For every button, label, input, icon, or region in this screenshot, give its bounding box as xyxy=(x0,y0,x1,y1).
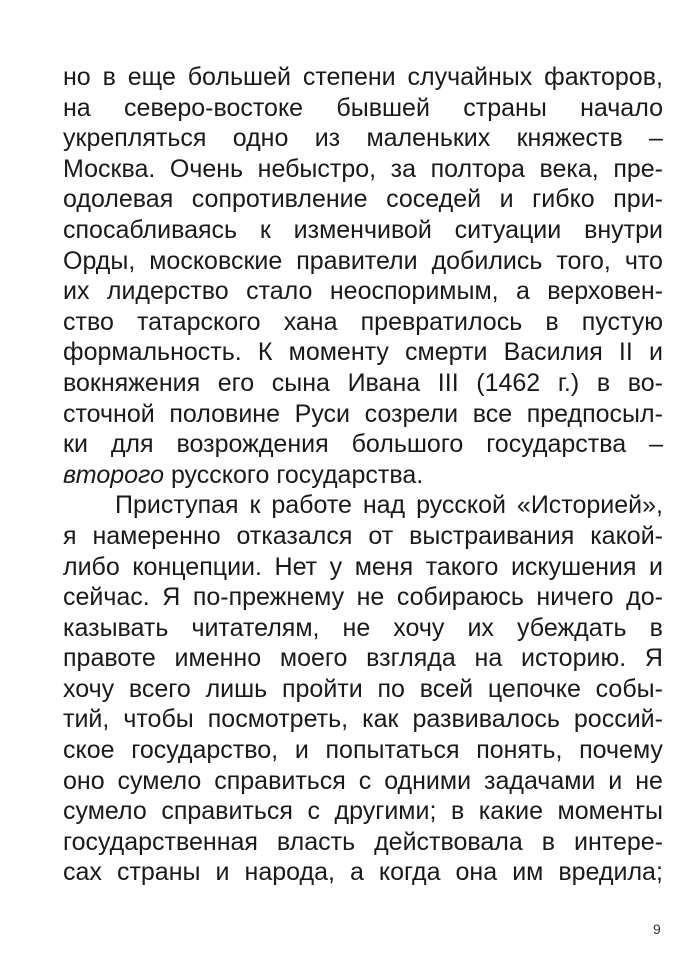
word: намеренно xyxy=(92,521,221,550)
word: укрепляться xyxy=(63,124,207,153)
word: государственная xyxy=(63,827,258,856)
word: того, xyxy=(556,246,611,275)
word: моменты xyxy=(557,797,663,826)
word: им xyxy=(512,858,544,887)
word: страны xyxy=(463,93,547,122)
word: московские xyxy=(149,246,283,275)
word: смерти xyxy=(405,338,488,367)
word: в xyxy=(541,827,556,856)
word: Ивана xyxy=(347,368,421,397)
word: справиться xyxy=(214,766,346,795)
word: хочу xyxy=(393,613,445,642)
word: почему xyxy=(579,736,663,765)
word: сына xyxy=(271,368,330,397)
word: хочу xyxy=(63,674,115,703)
word: еще xyxy=(127,63,176,91)
word: формальность. xyxy=(63,338,242,367)
word: факторов, xyxy=(544,63,663,91)
word: полтора xyxy=(430,154,525,183)
word: их xyxy=(467,613,494,642)
word: на xyxy=(63,93,91,122)
word: посмотреть, xyxy=(207,705,349,734)
word: стало xyxy=(246,277,313,306)
word: что xyxy=(624,246,663,275)
word: Руси xyxy=(294,399,350,428)
word: у xyxy=(329,552,343,581)
word: и xyxy=(499,185,514,214)
word: (1462 xyxy=(476,368,541,397)
word: соседей xyxy=(386,185,482,214)
word: сопротивление xyxy=(191,185,368,214)
word: и xyxy=(608,766,623,795)
word: в xyxy=(450,797,465,826)
word: Орды, xyxy=(63,246,136,275)
word: неоспоримым, xyxy=(329,277,499,306)
word: сточной xyxy=(63,399,155,428)
word: по-прежнему xyxy=(192,583,345,612)
word: моменту xyxy=(288,338,389,367)
word: II xyxy=(618,338,633,367)
word: спосабливаясь xyxy=(63,215,238,244)
word: тий, xyxy=(63,705,110,734)
word: ки xyxy=(63,430,88,459)
word: одолевая xyxy=(63,185,174,214)
word: предпосыл- xyxy=(526,399,663,428)
text-line xyxy=(63,246,663,277)
word: действовала xyxy=(374,827,523,856)
word: возрождения xyxy=(176,430,329,459)
word: выстраивания xyxy=(409,521,575,550)
word: интере- xyxy=(574,827,663,856)
word: цепочке xyxy=(487,674,581,703)
word: в xyxy=(649,613,663,642)
word: понять, xyxy=(476,736,563,765)
word: русского xyxy=(170,460,270,489)
text-line xyxy=(63,613,663,644)
word: «Историей», xyxy=(516,491,663,520)
word: и xyxy=(215,858,230,887)
word: власть xyxy=(276,827,356,856)
word: она xyxy=(455,858,498,887)
word: в xyxy=(545,307,559,336)
word: созрели xyxy=(364,399,459,428)
word: сейчас. xyxy=(63,583,150,612)
word: из xyxy=(314,124,341,153)
word: оно xyxy=(63,766,105,795)
word: бывшей xyxy=(336,93,430,122)
word: пре- xyxy=(613,154,663,183)
word: народа, xyxy=(244,858,335,887)
word: я xyxy=(63,521,77,550)
word: половине xyxy=(169,399,280,428)
word: ситуации xyxy=(454,215,562,244)
word: собираюсь xyxy=(396,583,524,612)
word: такого xyxy=(425,552,499,581)
word: одними xyxy=(384,766,472,795)
word: не xyxy=(635,766,663,795)
word: второго xyxy=(63,460,164,489)
word: страны xyxy=(116,858,201,887)
word: г.) xyxy=(557,368,580,397)
word: пустую xyxy=(581,307,663,336)
word: не xyxy=(356,583,385,612)
word: развивалось xyxy=(412,705,560,734)
word: какие xyxy=(478,797,543,826)
word: именно xyxy=(174,644,262,673)
word: с xyxy=(358,766,372,795)
word: к xyxy=(249,491,261,520)
word: а xyxy=(349,858,364,887)
page-body-text xyxy=(63,62,663,888)
word: Нет xyxy=(274,552,318,581)
word: ское xyxy=(63,736,115,765)
word: как xyxy=(362,705,399,734)
word: Я xyxy=(644,644,663,673)
text-line xyxy=(63,460,663,491)
word: его xyxy=(217,368,255,397)
text-line xyxy=(63,399,663,430)
word: северо-востоке xyxy=(124,93,304,122)
text-line xyxy=(63,796,663,827)
word: степени xyxy=(302,63,396,91)
word: пройти xyxy=(281,674,363,703)
page-number: 9 xyxy=(653,921,661,937)
word: концепции. xyxy=(132,552,262,581)
word: государства. xyxy=(276,460,424,489)
word: большого xyxy=(351,430,464,459)
text-line xyxy=(63,552,663,583)
word: – xyxy=(649,430,663,459)
word: всего xyxy=(128,674,191,703)
word: какой- xyxy=(590,521,663,550)
word: одно xyxy=(232,124,289,153)
text-line xyxy=(63,337,663,368)
word: собы- xyxy=(595,674,663,703)
word: попытаться xyxy=(325,736,460,765)
word: изменчивой xyxy=(293,215,432,244)
text-line xyxy=(63,766,663,797)
text-line xyxy=(63,704,663,735)
word: все xyxy=(472,399,513,428)
word: Москва. xyxy=(63,154,156,183)
word: искушения xyxy=(510,552,637,581)
text-line xyxy=(63,857,663,888)
word: другими; xyxy=(334,797,437,826)
word: добились xyxy=(431,246,543,275)
word: до- xyxy=(626,583,663,612)
word: внутри xyxy=(584,215,663,244)
word: убеждать xyxy=(517,613,627,642)
text-line xyxy=(63,123,663,154)
text-line xyxy=(63,276,663,307)
word: а xyxy=(515,277,530,306)
text-line xyxy=(63,674,663,705)
word: – xyxy=(649,124,663,153)
word: русской xyxy=(416,491,506,520)
word: большей xyxy=(187,63,291,91)
word: не xyxy=(342,613,371,642)
word: Приступая xyxy=(115,491,239,520)
word: работе xyxy=(271,491,352,520)
word: меня xyxy=(354,552,414,581)
text-line xyxy=(63,490,663,521)
word: на xyxy=(474,644,503,673)
word: казывать xyxy=(63,613,169,642)
word: начало xyxy=(580,93,663,122)
word: лишь xyxy=(205,674,268,703)
word: гибко xyxy=(532,185,595,214)
word: моего xyxy=(279,644,348,673)
word: III xyxy=(437,368,459,397)
word: за xyxy=(390,154,417,183)
word: верховен- xyxy=(547,277,663,306)
word: и xyxy=(648,338,663,367)
word: татарского xyxy=(136,307,261,336)
word: в xyxy=(596,368,611,397)
word: ство xyxy=(63,307,114,336)
text-line xyxy=(63,582,663,613)
word: правоте xyxy=(63,644,156,673)
word: при- xyxy=(613,185,663,214)
word: сумело xyxy=(117,766,202,795)
word: Василия xyxy=(503,338,603,367)
word: сах xyxy=(63,858,102,887)
word: в xyxy=(102,63,116,91)
word: взгляда xyxy=(366,644,456,673)
word: сумело xyxy=(63,797,147,826)
word: К xyxy=(257,338,273,367)
word: и xyxy=(294,736,309,765)
word: к xyxy=(259,215,271,244)
text-line xyxy=(63,215,663,246)
word: для xyxy=(110,430,154,459)
word: с xyxy=(307,797,320,826)
word: справиться xyxy=(161,797,293,826)
word: княжеств xyxy=(516,124,623,153)
word: небыстро, xyxy=(257,154,377,183)
word: либо xyxy=(63,552,120,581)
word: их xyxy=(63,277,90,306)
word: века, xyxy=(539,154,599,183)
text-line xyxy=(63,307,663,338)
word: ничего xyxy=(536,583,614,612)
word: государство, xyxy=(131,736,279,765)
text-line xyxy=(63,368,663,399)
text-line xyxy=(63,93,663,124)
word: читателям, xyxy=(191,613,320,642)
text-line xyxy=(63,154,663,185)
word: маленьких xyxy=(366,124,491,153)
word: россий- xyxy=(573,705,663,734)
text-line xyxy=(63,521,663,552)
word: над xyxy=(362,491,406,520)
word: историю. xyxy=(521,644,627,673)
word: от xyxy=(368,521,394,550)
word: чтобы xyxy=(123,705,194,734)
word: во- xyxy=(627,368,663,397)
word: правители xyxy=(296,246,418,275)
word: и xyxy=(648,552,663,581)
word: но xyxy=(63,63,91,91)
word: всей xyxy=(419,674,474,703)
text-line xyxy=(63,184,663,215)
text-line xyxy=(63,643,663,674)
text-line xyxy=(63,62,663,93)
word: вредила; xyxy=(558,858,663,887)
word: Я xyxy=(162,583,181,612)
word: задачами xyxy=(483,766,596,795)
word: когда xyxy=(378,858,441,887)
text-line xyxy=(63,827,663,858)
word: отказался xyxy=(236,521,353,550)
word: превратилось xyxy=(360,307,523,336)
word: хана xyxy=(283,307,338,336)
word: вокняжения xyxy=(63,368,201,397)
word: по xyxy=(377,674,405,703)
word: государства xyxy=(486,430,627,459)
text-line xyxy=(63,735,663,766)
word: случайных xyxy=(407,63,533,91)
text-line xyxy=(63,429,663,460)
word: лидерство xyxy=(106,277,229,306)
word: Очень xyxy=(169,154,244,183)
